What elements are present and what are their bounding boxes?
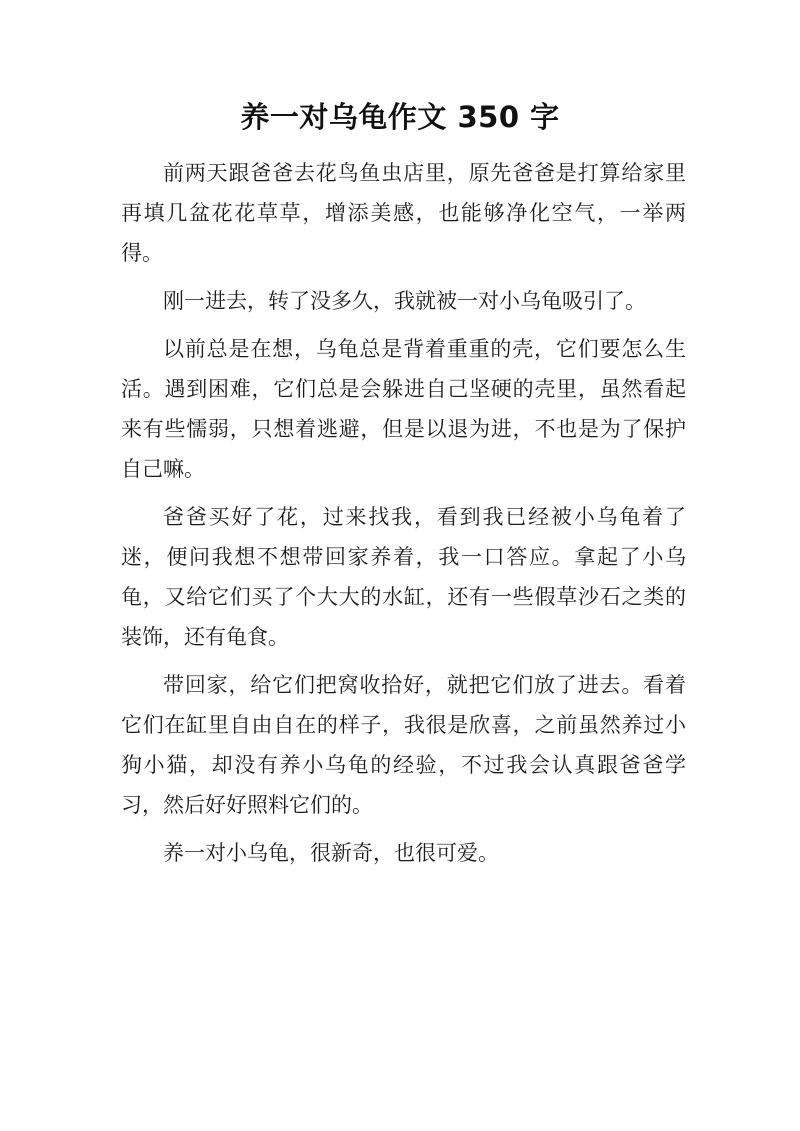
paragraph: 刚一进去，转了没多久，我就被一对小乌龟吸引了。 <box>163 289 646 313</box>
paragraph: 前两天跟爸爸去花鸟鱼虫店里，原先爸爸是打算给家里再填几盆花花草草，增添美感，也能够净化空气，一举两得。 <box>121 161 686 265</box>
document-body <box>121 153 686 881</box>
paragraph: 带回家，给它们把窝收拾好，就把它们放了进去。看着它们在缸里自由自在的样子，我很是欣喜，之前虽然养过小狗小猫，却没有养小乌龟的经验，不过我会认真跟爸爸学习，然后好好照料它们的。 <box>121 673 686 817</box>
paragraph: 以前总是在想，乌龟总是背着重重的壳，它们要怎么生活。遇到困难，它们总是会躲进自己坚硬的壳里，虽然看起来有些懦弱，只想着逃避，但是以退为进，不也是为了保护自己嘛。 <box>121 337 686 481</box>
document-title: 养一对乌龟作文 350 字 <box>240 100 560 134</box>
paragraph: 爸爸买好了花，过来找我，看到我已经被小乌龟着了迷，便问我想不想带回家养着，我一口答应。拿起了小乌龟，又给它们买了个大大的水缸，还有一些假草沙石之类的装饰，还有龟食。 <box>121 505 686 649</box>
paragraph: 养一对小乌龟，很新奇，也很可爱。 <box>163 841 499 865</box>
